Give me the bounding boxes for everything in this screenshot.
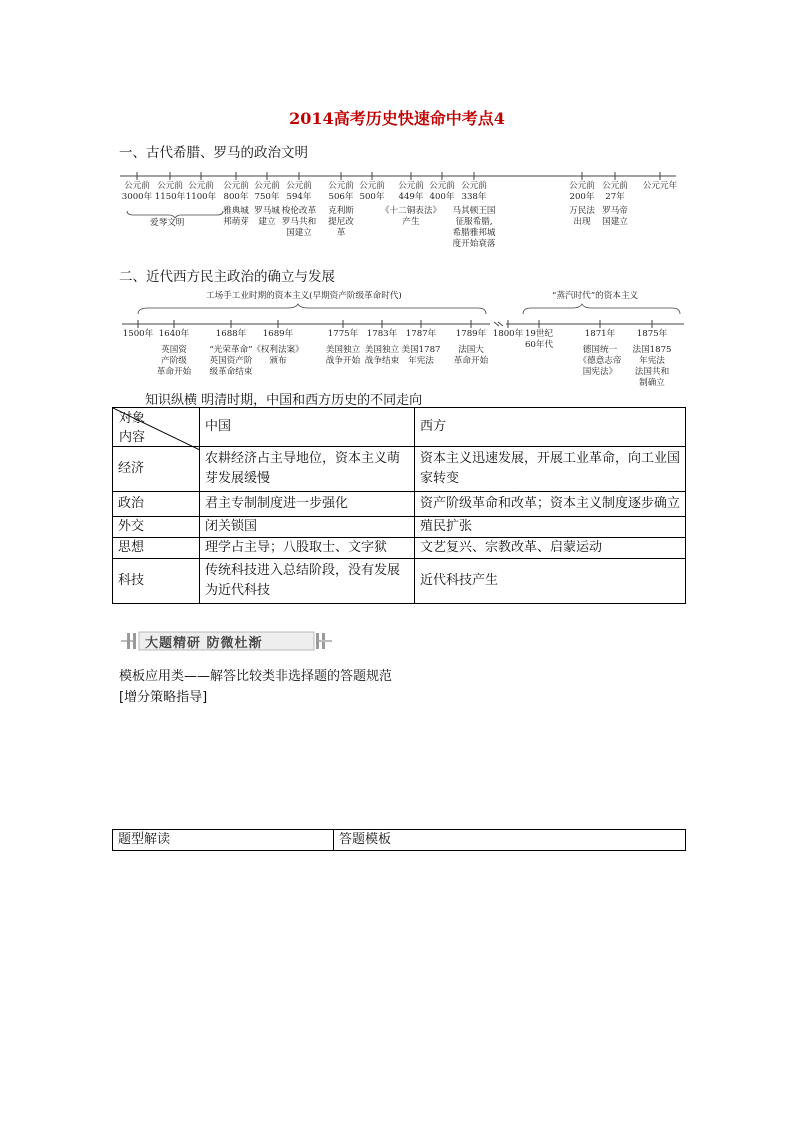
row-label: 政治 [113,492,200,517]
west-cell: 文艺复兴、宗教改革、启蒙运动 [415,538,686,559]
timeline-date: 公元前 800年 [223,181,249,202]
timeline-date: 公元前 200年 [569,181,595,202]
timeline-date: 公元元年 [642,181,678,191]
timeline-event: 德国统一 《德意志帝 国宪法》 [578,345,622,377]
column-header-answer-template: 答题模板 [334,830,686,851]
timeline-date: 1688年 [215,329,247,339]
timeline-event: 克利斯 提尼改 革 [328,206,354,238]
timeline-date: 公元前 449年 [398,181,424,202]
table-row [113,830,686,851]
timeline-date: 1640年 [158,329,190,339]
timeline-date: 19世纪 60年代 [524,329,554,350]
timeline-date: 1789年 [455,329,487,339]
timeline-date: 1775年 [327,329,359,339]
column-header-china: 中国 [200,408,415,447]
timeline-event: 马其顿王国 征服希腊, 希腊雅邦城 度开始衰落 [452,206,496,249]
section-heading-western-democracy: 二、近代西方民主政治的确立与发展 [119,269,335,285]
timeline-event: 《权利法案》 颁布 [252,345,304,366]
era-label-aegean: 爱琴文明 [150,218,185,228]
timeline-event: 法国大 革命开始 [453,345,489,366]
table-row [113,559,686,604]
timeline-event: 美国独立 战争开始 [325,345,361,366]
timeline-date: 1689年 [262,329,294,339]
timeline-date: 公元前 1100年 [185,181,217,202]
china-cell: 理学占主导；八股取士、文字狱 [200,538,415,559]
timeline-date: 1500年 [122,329,154,339]
timeline-event: 美国1787 年宪法 [401,345,441,366]
timeline-date: 公元前 27年 [602,181,628,202]
period-label-steam: “蒸汽时代”的资本主义 [552,291,639,301]
timeline-date: 1875年 [636,329,668,339]
comparison-table [112,407,686,604]
table-row [113,492,686,517]
timeline-event: 罗马城 建立 [254,206,280,227]
row-label: 外交 [113,517,200,538]
column-header-question-type: 题型解读 [113,830,334,851]
era-bracket-aegean [125,209,225,219]
china-cell: 传统科技进入总结阶段，没有发展为近代科技 [200,559,415,604]
diagonal-corner-cell [113,408,200,447]
timeline-event: 《十二铜表法》 产生 [380,206,442,227]
timeline-date: 1783年 [366,329,398,339]
timeline-event: 罗马帝 国建立 [602,206,628,227]
row-label: 科技 [113,559,200,604]
china-cell: 君主专制制度进一步强化 [200,492,415,517]
section-banner [119,629,334,653]
table-row [113,517,686,538]
corner-label-object: 对象 [119,411,146,426]
timeline-date: 公元前 400年 [429,181,455,202]
west-cell: 近代科技产生 [415,559,686,604]
banner-text: 大题精研 防微杜渐 [145,636,263,651]
page-title: 2014高考历史快速命中考点4 [289,109,505,128]
timeline-date: 1787年 [405,329,437,339]
west-cell: 资本主义迅速发展，开展工业革命，向工业国家转变 [415,447,686,492]
timeline-event: 法国1875 年宪法 法国共和 制确立 [632,345,672,388]
knowledge-heading: 知识纵横 明清时期，中国和西方历史的不同走向 [145,393,423,408]
timeline-event: 梭伦改革 罗马共和 国建立 [281,206,317,238]
timeline-date: 公元前 594年 [286,181,312,202]
answer-template-table [112,829,686,851]
timeline-event: 万民法 出现 [569,206,595,227]
timeline-date: 公元前 1150年 [154,181,186,202]
timeline-date: 公元前 3000年 [121,181,153,202]
template-heading: 模板应用类——解答比较类非选择题的答题规范 [119,669,393,684]
strategy-heading: [增分策略指导] [119,690,208,705]
timeline-event: 雅典城 邦萌芽 [223,206,249,227]
timeline-date: 公元前 500年 [359,181,385,202]
row-label: 思想 [113,538,200,559]
timeline-date: 公元前 338年 [461,181,487,202]
west-cell: 资产阶级革命和改革；资本主义制度逐步确立 [415,492,686,517]
china-cell: 农耕经济占主导地位，资本主义萌芽发展缓慢 [200,447,415,492]
china-cell: 闭关锁国 [200,517,415,538]
table-row [113,538,686,559]
timeline-event: 英国资 产阶级 革命开始 [156,345,192,377]
timeline-event: “光荣革命” 英国资产阶 级革命结束 [209,345,253,377]
row-label: 经济 [113,447,200,492]
timeline-date: 1871年 [584,329,616,339]
timeline-date: 公元前 750年 [254,181,280,202]
timeline-date: 1800年 [492,329,524,339]
timeline-event: 美国独立 战争结束 [364,345,400,366]
west-cell: 殖民扩张 [415,517,686,538]
table-header-row [113,408,686,447]
table-row [113,447,686,492]
column-header-west: 西方 [415,408,686,447]
section-heading-greece-rome: 一、古代希腊、罗马的政治文明 [119,145,308,161]
period-label-handicraft: 工场手工业时期的资本主义(早期资产阶级革命时代) [206,291,402,301]
timeline-date: 公元前 506年 [328,181,354,202]
corner-label-content: 内容 [119,430,146,445]
